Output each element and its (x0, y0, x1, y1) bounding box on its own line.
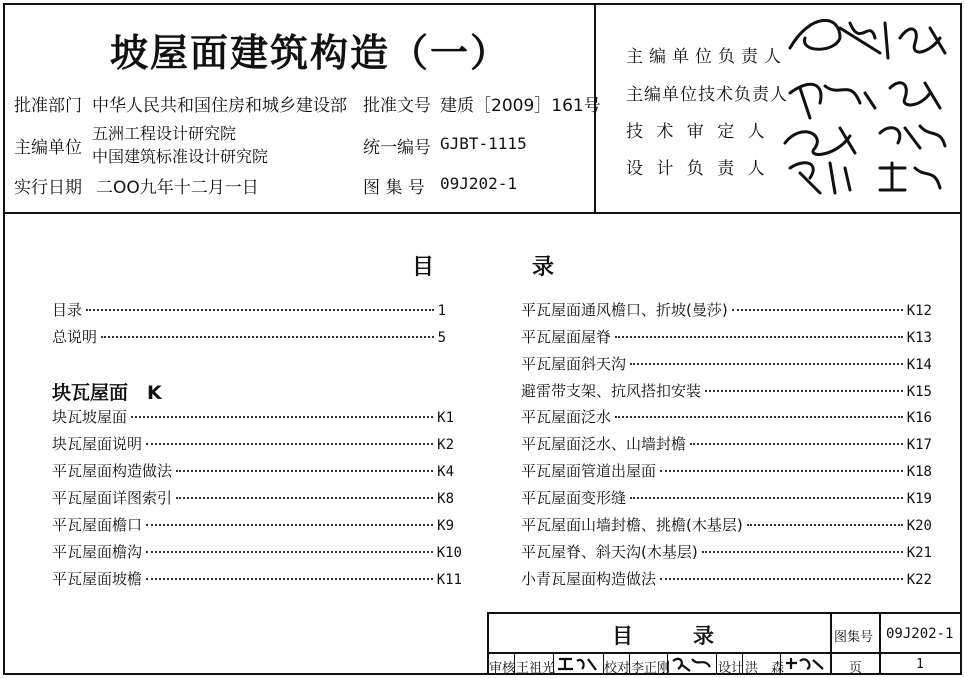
editor-1: 五洲工程设计研究院 (92, 124, 237, 143)
toc-item: 避雷带支架、抗风搭扣安装 K15 (521, 382, 932, 400)
section-title: 块瓦屋面 K (52, 382, 162, 404)
toc-item: 平瓦屋面通风檐口、折坡(曼莎) K12 (521, 301, 932, 319)
toc-item: 平瓦屋脊、斜天沟(木基层) K21 (521, 543, 932, 561)
tb-design-label: 设计 (718, 661, 745, 676)
tb-atlas-no: 09J202-1 (886, 626, 954, 642)
tb-vline-right (879, 612, 881, 675)
responsible-label-2: 主编单位技术负责人 (626, 85, 788, 105)
atlas-no-label: 图 集 号 (363, 178, 425, 198)
toc-item: 平瓦屋面泛水 K16 (521, 408, 932, 426)
approval-doc: 建质［2009］161号 (440, 96, 601, 116)
editor-label: 主编单位 (14, 138, 82, 158)
toc-item: 平瓦屋面泛水、山墙封檐 K17 (521, 435, 932, 453)
toc-item: 块瓦屋面说明 K2 (52, 435, 454, 453)
reviewer-signature (556, 655, 600, 673)
responsible-label-4: 设 计 负 责 人 (626, 159, 769, 179)
toc-item: 平瓦屋面坡檐 K11 (52, 570, 462, 588)
atlas-title: 坡屋面建筑构造（一） (110, 31, 511, 75)
tb-cell-line (716, 654, 717, 675)
toc-title-left: 目 (412, 255, 435, 280)
toc-item: 平瓦屋面管道出屋面 K18 (521, 462, 932, 480)
checker-signature (670, 655, 714, 673)
responsible-label-3: 技 术 审 定 人 (626, 122, 769, 142)
toc-item: 平瓦屋面斜天沟 K14 (521, 355, 932, 373)
toc-item: 平瓦屋面檐口 K9 (52, 516, 454, 534)
tb-vline (830, 612, 832, 675)
toc-item: 总说明 5 (52, 328, 446, 346)
tb-review-label: 审核 (489, 661, 516, 676)
toc-item: 平瓦屋面构造做法 K4 (52, 462, 454, 480)
tb-reviewer: 王祖光 (516, 661, 556, 676)
approval-dept-label: 批准部门 (14, 96, 82, 116)
unified-no: GJBT-1115 (440, 134, 527, 153)
responsible-label-1: 主编单位负责人 (626, 47, 787, 67)
toc-item: 平瓦屋面屋脊 K13 (521, 328, 932, 346)
tb-hline-right (830, 652, 962, 654)
tb-name-right: 录 (693, 624, 714, 648)
tb-check-label: 校对 (604, 661, 631, 676)
toc-item: 平瓦屋面檐沟 K10 (52, 543, 462, 561)
tb-checker: 李正刚 (631, 661, 671, 676)
tb-page-label: 页 (849, 661, 863, 676)
atlas-no: 09J202-1 (440, 174, 518, 193)
approval-doc-label: 批准文号 (363, 96, 431, 116)
tb-page: 1 (916, 657, 924, 672)
effective-date: 二OO九年十二月一日 (96, 178, 259, 198)
editor-2: 中国建筑标准设计研究院 (92, 147, 269, 166)
toc-item: 小青瓦屋面构造做法 K22 (521, 570, 932, 588)
tb-name-left: 目 (612, 624, 633, 648)
unified-no-label: 统一编号 (363, 138, 431, 158)
designer-signature (783, 655, 827, 673)
toc-item: 平瓦屋面变形缝 K19 (521, 489, 932, 507)
toc-item: 目录 1 (52, 301, 446, 319)
toc-item: 块瓦坡屋面 K1 (52, 408, 454, 426)
effective-label: 实行日期 (14, 178, 82, 198)
signature-scribbles (780, 8, 960, 198)
approval-dept: 中华人民共和国住房和城乡建设部 (92, 96, 347, 116)
toc-item: 平瓦屋面详图索引 K8 (52, 489, 454, 507)
toc-title-right: 录 (532, 255, 555, 280)
tb-hline (487, 652, 830, 654)
tb-designer: 洪 森 (745, 661, 785, 676)
toc-item: 平瓦屋面山墙封檐、挑檐(木基层) K20 (521, 516, 932, 534)
tb-atlas-label: 图集号 (834, 630, 874, 645)
